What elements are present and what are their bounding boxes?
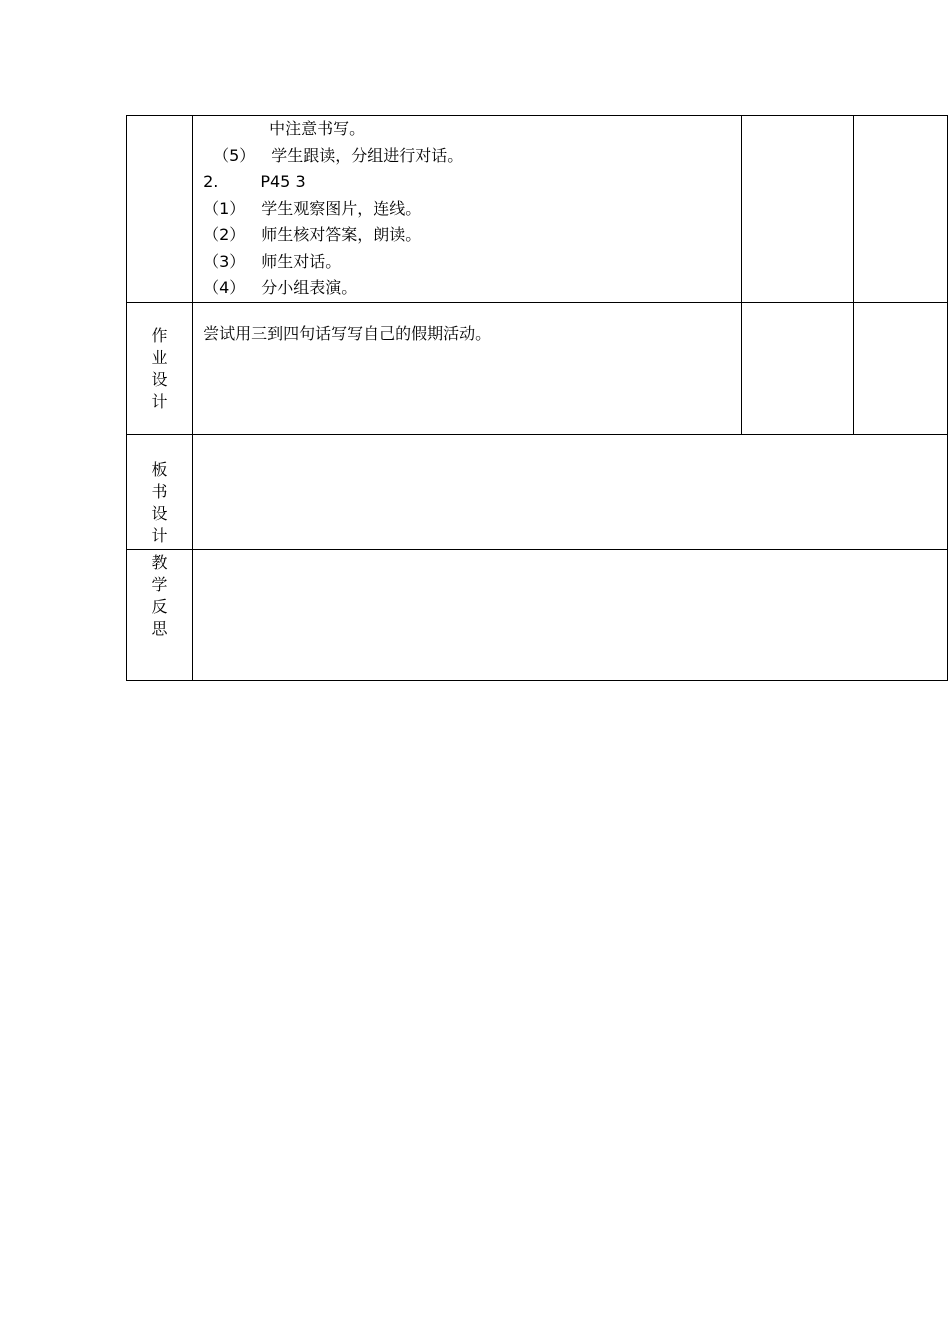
step-number: （3） (203, 251, 246, 271)
reflection-label (127, 550, 192, 640)
step-number: （4） (203, 278, 246, 297)
table-row-reflection (127, 549, 948, 680)
table-row-homework (127, 302, 948, 434)
activity-line-6 (203, 249, 741, 276)
section-title: P45 3 (260, 172, 306, 191)
step-number: （1） (203, 198, 246, 218)
table-row-board-design (127, 434, 948, 549)
extra-cell-b (853, 116, 947, 303)
label-char: 作 (151, 325, 168, 345)
step-number: （2） (203, 225, 246, 244)
label-char: 反 (151, 596, 168, 616)
label-char: 书 (151, 481, 168, 501)
activity-line-2 (203, 143, 741, 170)
step-text: 学生观察图片，连线。 (261, 198, 422, 218)
activity-content-cell (193, 116, 742, 303)
activity-line-3 (203, 169, 741, 196)
step-text: 师生对话。 (261, 251, 342, 271)
label-char: 业 (151, 347, 168, 367)
activity-line-4 (203, 196, 741, 223)
label-cell-empty (127, 116, 193, 303)
board-design-content-cell (193, 434, 948, 549)
homework-label-cell (127, 302, 193, 434)
label-char: 教 (151, 552, 168, 572)
step-number: （5） (213, 145, 256, 165)
homework-text: 尝试用三到四句话写写自己的假期活动。 (203, 323, 492, 343)
homework-content-cell (193, 302, 742, 434)
step-text: 学生跟读，分组进行对话。 (271, 145, 464, 165)
extra-cell-b (853, 302, 947, 434)
board-design-label-cell (127, 434, 193, 549)
label-char: 设 (151, 369, 168, 389)
label-char: 学 (151, 574, 168, 594)
activity-line-7 (203, 275, 741, 302)
table-row-activities (127, 116, 948, 303)
label-char: 计 (151, 391, 168, 411)
label-char: 设 (151, 503, 168, 523)
label-char: 思 (151, 618, 168, 638)
homework-label (127, 303, 192, 413)
reflection-content-cell (193, 549, 948, 680)
step-text: 分小组表演。 (261, 278, 358, 297)
label-char: 板 (151, 459, 168, 479)
section-number: 2. (203, 172, 219, 191)
activity-line-5 (203, 222, 741, 249)
reflection-label-cell (127, 549, 193, 680)
lesson-plan-table (126, 115, 948, 681)
extra-cell-a (741, 302, 853, 434)
label-char: 计 (151, 525, 168, 545)
extra-cell-a (741, 116, 853, 303)
board-design-label (127, 435, 192, 547)
activity-line-1: 中注意书写。 (269, 119, 366, 138)
step-text: 师生核对答案，朗读。 (261, 225, 422, 244)
